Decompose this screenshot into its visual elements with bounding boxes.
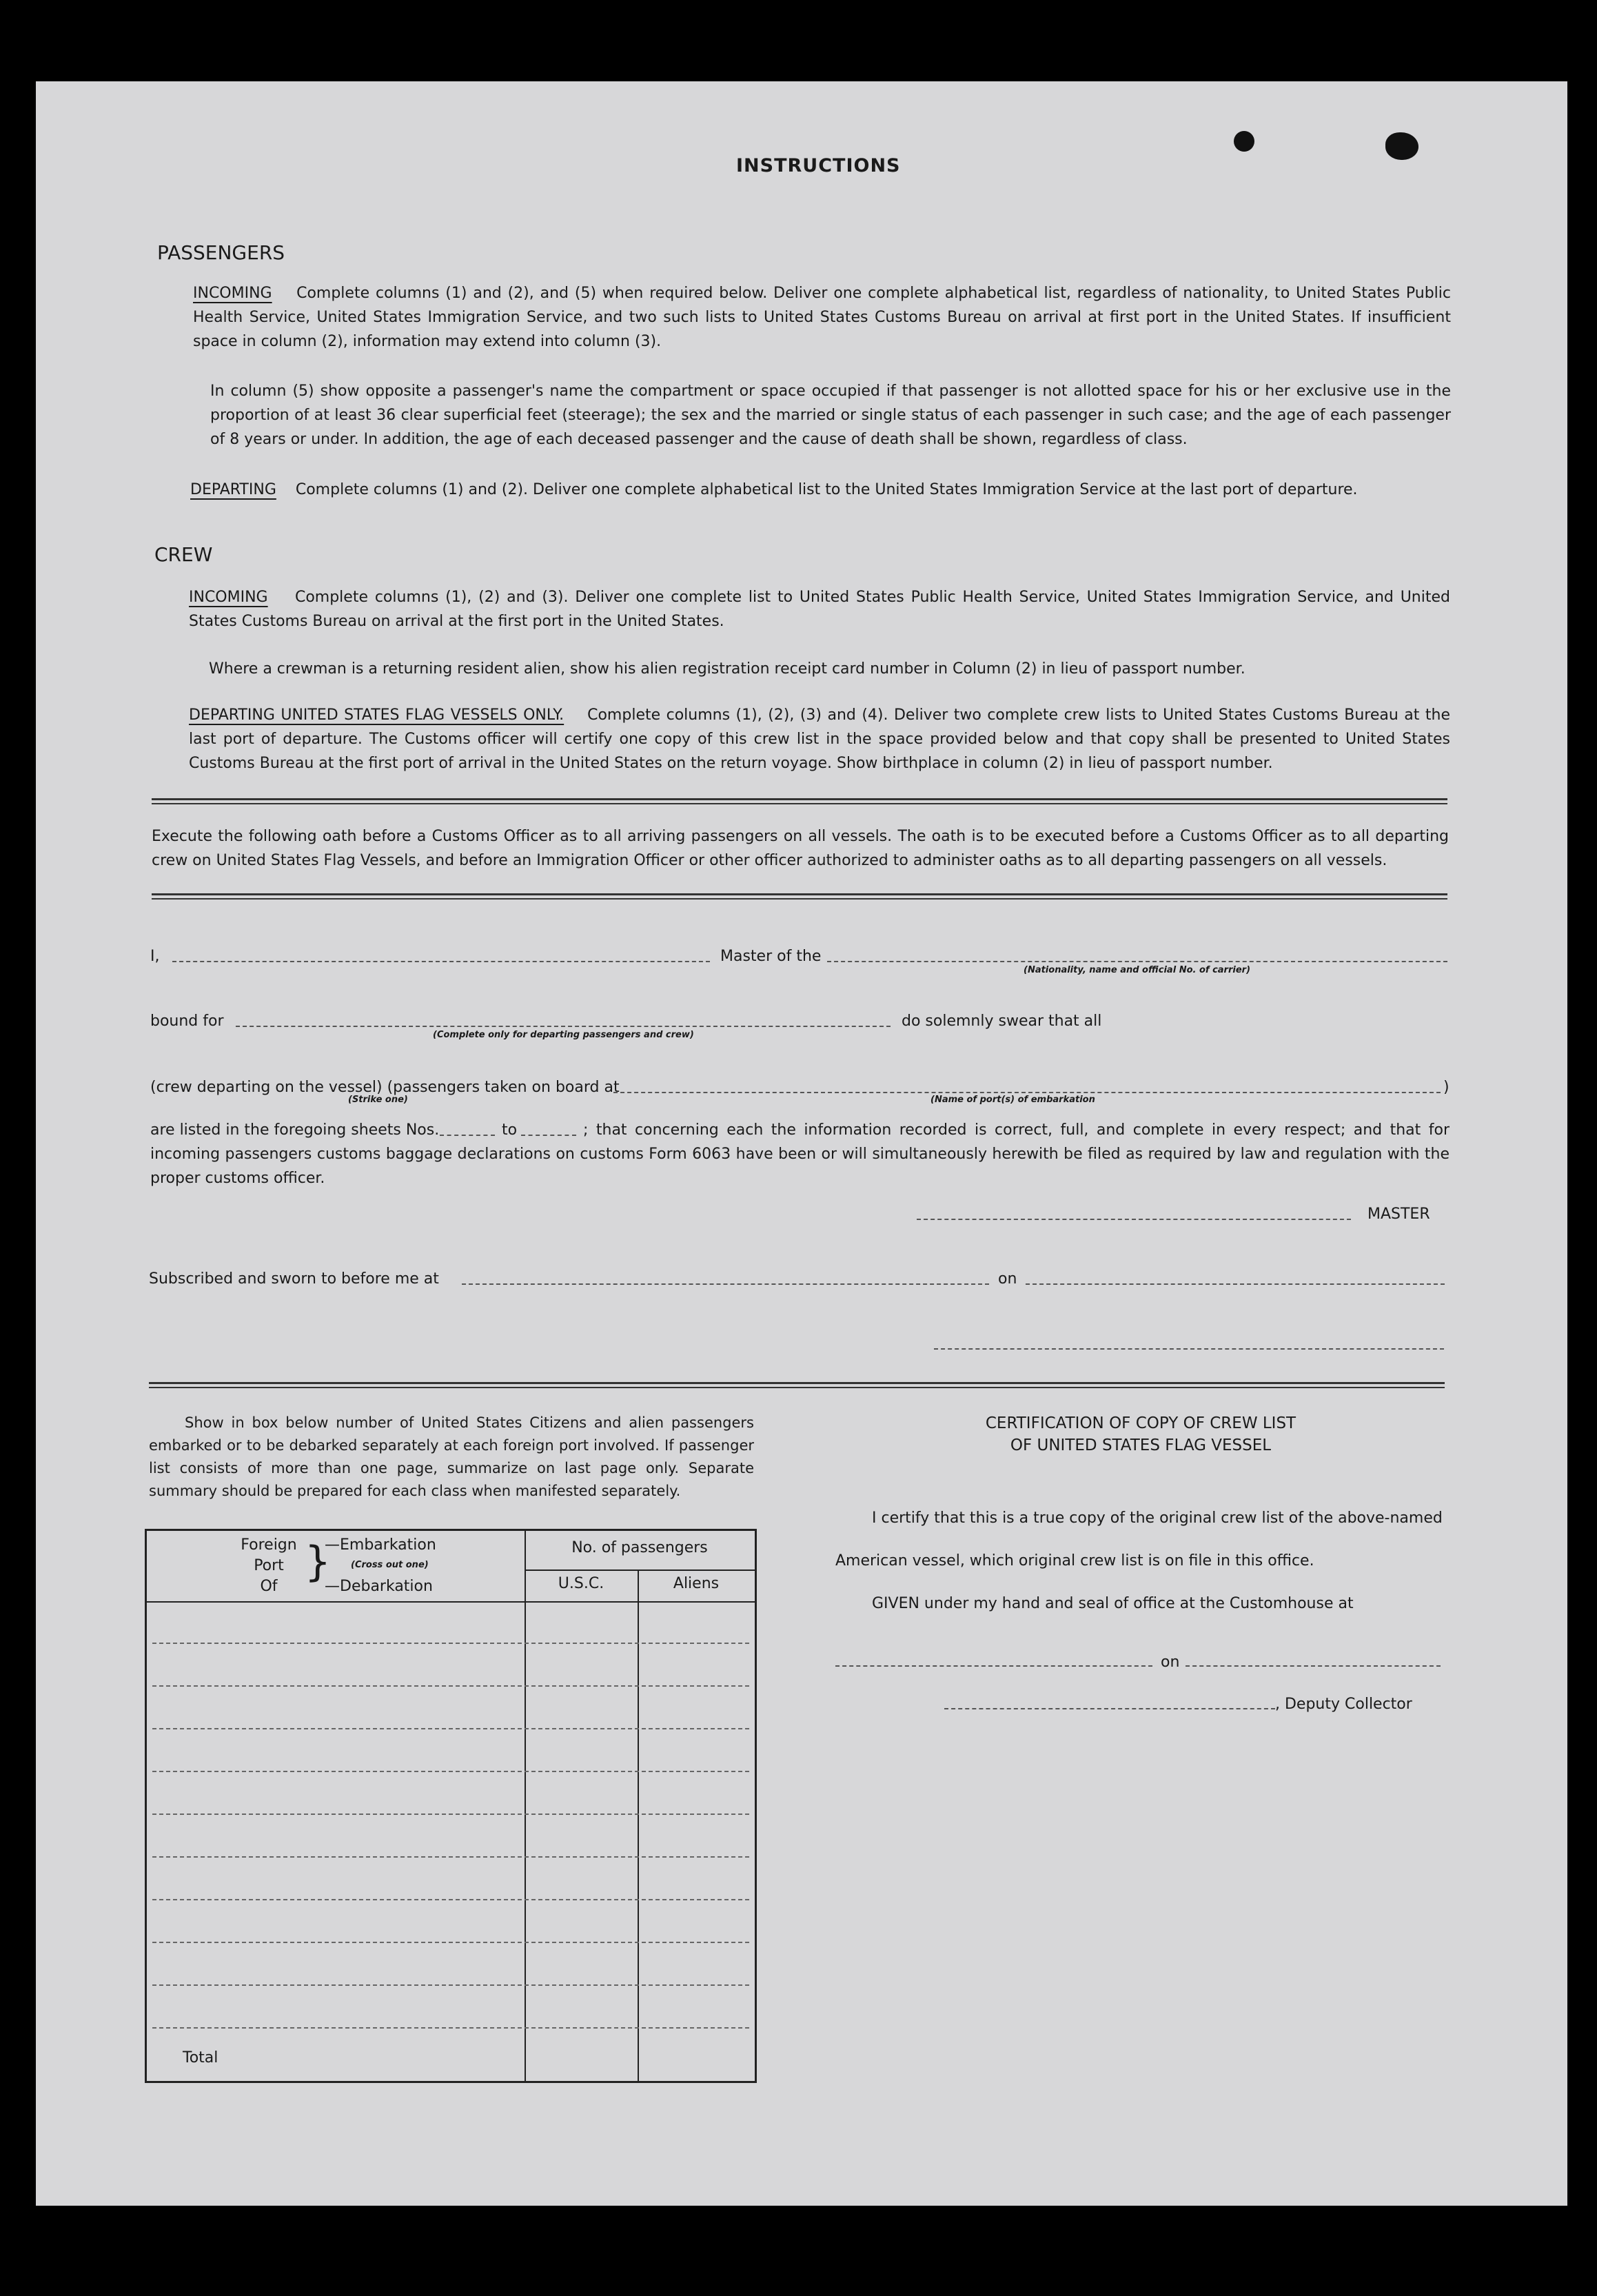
certification-on-label: on xyxy=(1161,1654,1180,1671)
embarkation-option[interactable]: —Embarkation xyxy=(325,1536,436,1554)
table-column-divider xyxy=(525,1531,526,2081)
passengers-incoming-text: Complete columns (1) and (2), and (5) when required below. Deliver one complete alphabetical list, regardless of nationality, to United States Public Health Service, United States Immigration Service, and two such lists to United States Customs Bureau on arrival at first port in the United States. If insufficient space in column (2), information may extend into column (3). xyxy=(193,285,1451,350)
embarkation-ports-field[interactable] xyxy=(613,1092,1441,1093)
page-title: INSTRUCTIONS xyxy=(736,155,901,176)
brace-glyph: } xyxy=(304,1538,332,1586)
crew-departing-paragraph xyxy=(189,703,1450,775)
debarkation-option[interactable]: —Debarkation xyxy=(325,1578,433,1595)
crew-incoming-label: INCOMING xyxy=(189,589,268,606)
section-divider xyxy=(152,798,1447,804)
crew-heading: CREW xyxy=(154,543,213,566)
aliens-header: Aliens xyxy=(673,1575,720,1592)
table-row[interactable] xyxy=(152,1814,749,1815)
table-column-divider xyxy=(638,1569,639,2081)
certification-text-2: American vessel, which original crew list is on file in this office. xyxy=(835,1552,1314,1569)
total-label: Total xyxy=(183,2049,218,2066)
table-header-divider xyxy=(525,1569,755,1571)
certification-date-field[interactable] xyxy=(1186,1665,1441,1667)
close-paren: ) xyxy=(1443,1079,1449,1096)
foreign-header: Foreign xyxy=(241,1536,297,1554)
table-row[interactable] xyxy=(152,1899,749,1900)
to-label: to xyxy=(502,1121,518,1139)
oath-i-label: I, xyxy=(150,948,160,965)
table-row[interactable] xyxy=(152,2027,749,2029)
passengers-incoming-label: INCOMING xyxy=(193,285,272,302)
listed-sheets-label: are listed in the foregoing sheets Nos. xyxy=(150,1121,440,1139)
certification-heading-1: CERTIFICATION OF COPY OF CREW LIST xyxy=(985,1414,1296,1432)
crew-departing-text: Complete columns (1), (2), (3) and (4). Deliver two complete crew lists to United States Customs Bureau at the last port of departure. The Customs officer will certify one copy of this crew list in the space provided below and that copy shall be presented to United States Customs Bureau at the first port of arrival in the United States on the return voyage. Show birthplace in column (2) in lieu of passport number. xyxy=(189,707,1450,772)
bound-for-note: (Complete only for departing passengers and crew) xyxy=(433,1030,694,1040)
usc-header: U.S.C. xyxy=(558,1575,604,1592)
section-divider xyxy=(152,893,1447,900)
cross-out-note: (Cross out one) xyxy=(351,1560,429,1570)
strike-one-note: (Strike one) xyxy=(348,1095,408,1105)
crew-departing-label: DEPARTING UNITED STATES FLAG VESSELS ONLY. xyxy=(189,707,564,724)
deputy-collector-label: , Deputy Collector xyxy=(1275,1696,1412,1713)
crew-departing-label: (crew departing on the vessel) (passengers taken on board at xyxy=(150,1079,620,1096)
passengers-departing-label: DEPARTING xyxy=(190,481,276,498)
vessel-name-field[interactable] xyxy=(827,961,1447,962)
table-row[interactable] xyxy=(152,1984,749,1986)
master-of-the-label: Master of the xyxy=(720,948,822,965)
passengers-incoming-note: In column (5) show opposite a passenger's name the compartment or space occupied if that passenger is not allotted space for his or her exclusive use in the proportion of at least 36 clear superficial feet (steerage); the sex and the married or single status of each passenger in such case; and the age of each passenger of 8 years or under. In addition, the age of each deceased passenger and the cause of death shall be shown, regardless of class. xyxy=(210,383,1451,448)
certification-text-3: GIVEN under my hand and seal of office at the Customhouse at xyxy=(872,1595,1354,1612)
certification-heading-2: OF UNITED STATES FLAG VESSEL xyxy=(1010,1436,1272,1454)
passengers-incoming-paragraph xyxy=(193,281,1451,354)
table-header-bottom xyxy=(147,1601,755,1603)
ports-note: (Name of port(s) of embarkation xyxy=(930,1095,1095,1105)
table-row[interactable] xyxy=(152,1856,749,1858)
officer-signature-field[interactable] xyxy=(934,1348,1444,1350)
master-label: MASTER xyxy=(1367,1206,1430,1223)
ink-blot-mark xyxy=(1385,132,1418,160)
table-row[interactable] xyxy=(152,1942,749,1943)
crew-incoming-note: Where a crewman is a returning resident alien, show his alien registration receipt card number in Column (2) in lieu of passport number. xyxy=(209,660,1245,678)
passengers-departing-text: Complete columns (1) and (2). Deliver one complete alphabetical list to the United States Immigration Service at the last port of departure. xyxy=(295,481,1358,498)
subscribed-place-field[interactable] xyxy=(462,1283,989,1285)
customhouse-place-field[interactable] xyxy=(835,1665,1152,1667)
passengers-departing-paragraph xyxy=(190,478,1452,502)
bound-for-label: bound for xyxy=(150,1013,224,1030)
table-row[interactable] xyxy=(152,1643,749,1644)
certification-text-1: I certify that this is a true copy of the original crew list of the above-named xyxy=(872,1510,1443,1527)
port-header: Port xyxy=(254,1557,284,1574)
oath-instructions: Execute the following oath before a Customs Officer as to all arriving passengers on all vessels. The oath is to be executed before a Customs Officer as to all departing crew on United States Flag Vessels, and before an Immigration Officer or other officer authorized to administer oaths as to all departing passengers on all vessels. xyxy=(152,828,1449,869)
subscribed-label: Subscribed and sworn to before me at xyxy=(149,1270,439,1288)
ink-spot-mark xyxy=(1234,131,1254,152)
deputy-signature-field[interactable] xyxy=(944,1708,1275,1709)
crew-incoming-text: Complete columns (1), (2) and (3). Deliver one complete list to United States Public Health Service, United States Immigration Service, and United States Customs Bureau on arrival at the first port in the United States. xyxy=(189,589,1450,630)
no-of-passengers-header: No. of passengers xyxy=(571,1539,708,1556)
subscribed-date-field[interactable] xyxy=(1026,1283,1445,1285)
table-row[interactable] xyxy=(152,1771,749,1772)
table-row[interactable] xyxy=(152,1685,749,1687)
subscribed-on-label: on xyxy=(998,1270,1017,1288)
bound-for-field[interactable] xyxy=(236,1026,891,1027)
nationality-note: (Nationality, name and official No. of carrier) xyxy=(1024,965,1251,975)
oath-statement: ; that concerning each the information recorded is correct, full, and complete in every respect; and that for incoming passengers customs baggage declarations on customs Form 6063 have been or will simultaneously herewith be filed as required by law and regulation with the proper customs officer. xyxy=(150,1121,1449,1187)
section-divider xyxy=(149,1382,1445,1388)
of-header: Of xyxy=(260,1578,278,1595)
passengers-heading: PASSENGERS xyxy=(157,241,285,264)
crew-incoming-paragraph xyxy=(189,585,1450,633)
passenger-summary-table xyxy=(145,1529,757,2083)
master-signature-field[interactable] xyxy=(917,1219,1351,1220)
summary-instructions: Show in box below number of United States Citizens and alien passengers embarked or to be debarked separately at each foreign port involved. If passenger list consists of more than one page, summarize on last page only. Separate summary should be prepared for each class when manifested separately. xyxy=(149,1414,754,1499)
table-row[interactable] xyxy=(152,1728,749,1729)
swear-label: do solemnly swear that all xyxy=(902,1013,1102,1030)
master-name-field[interactable] xyxy=(172,961,710,962)
